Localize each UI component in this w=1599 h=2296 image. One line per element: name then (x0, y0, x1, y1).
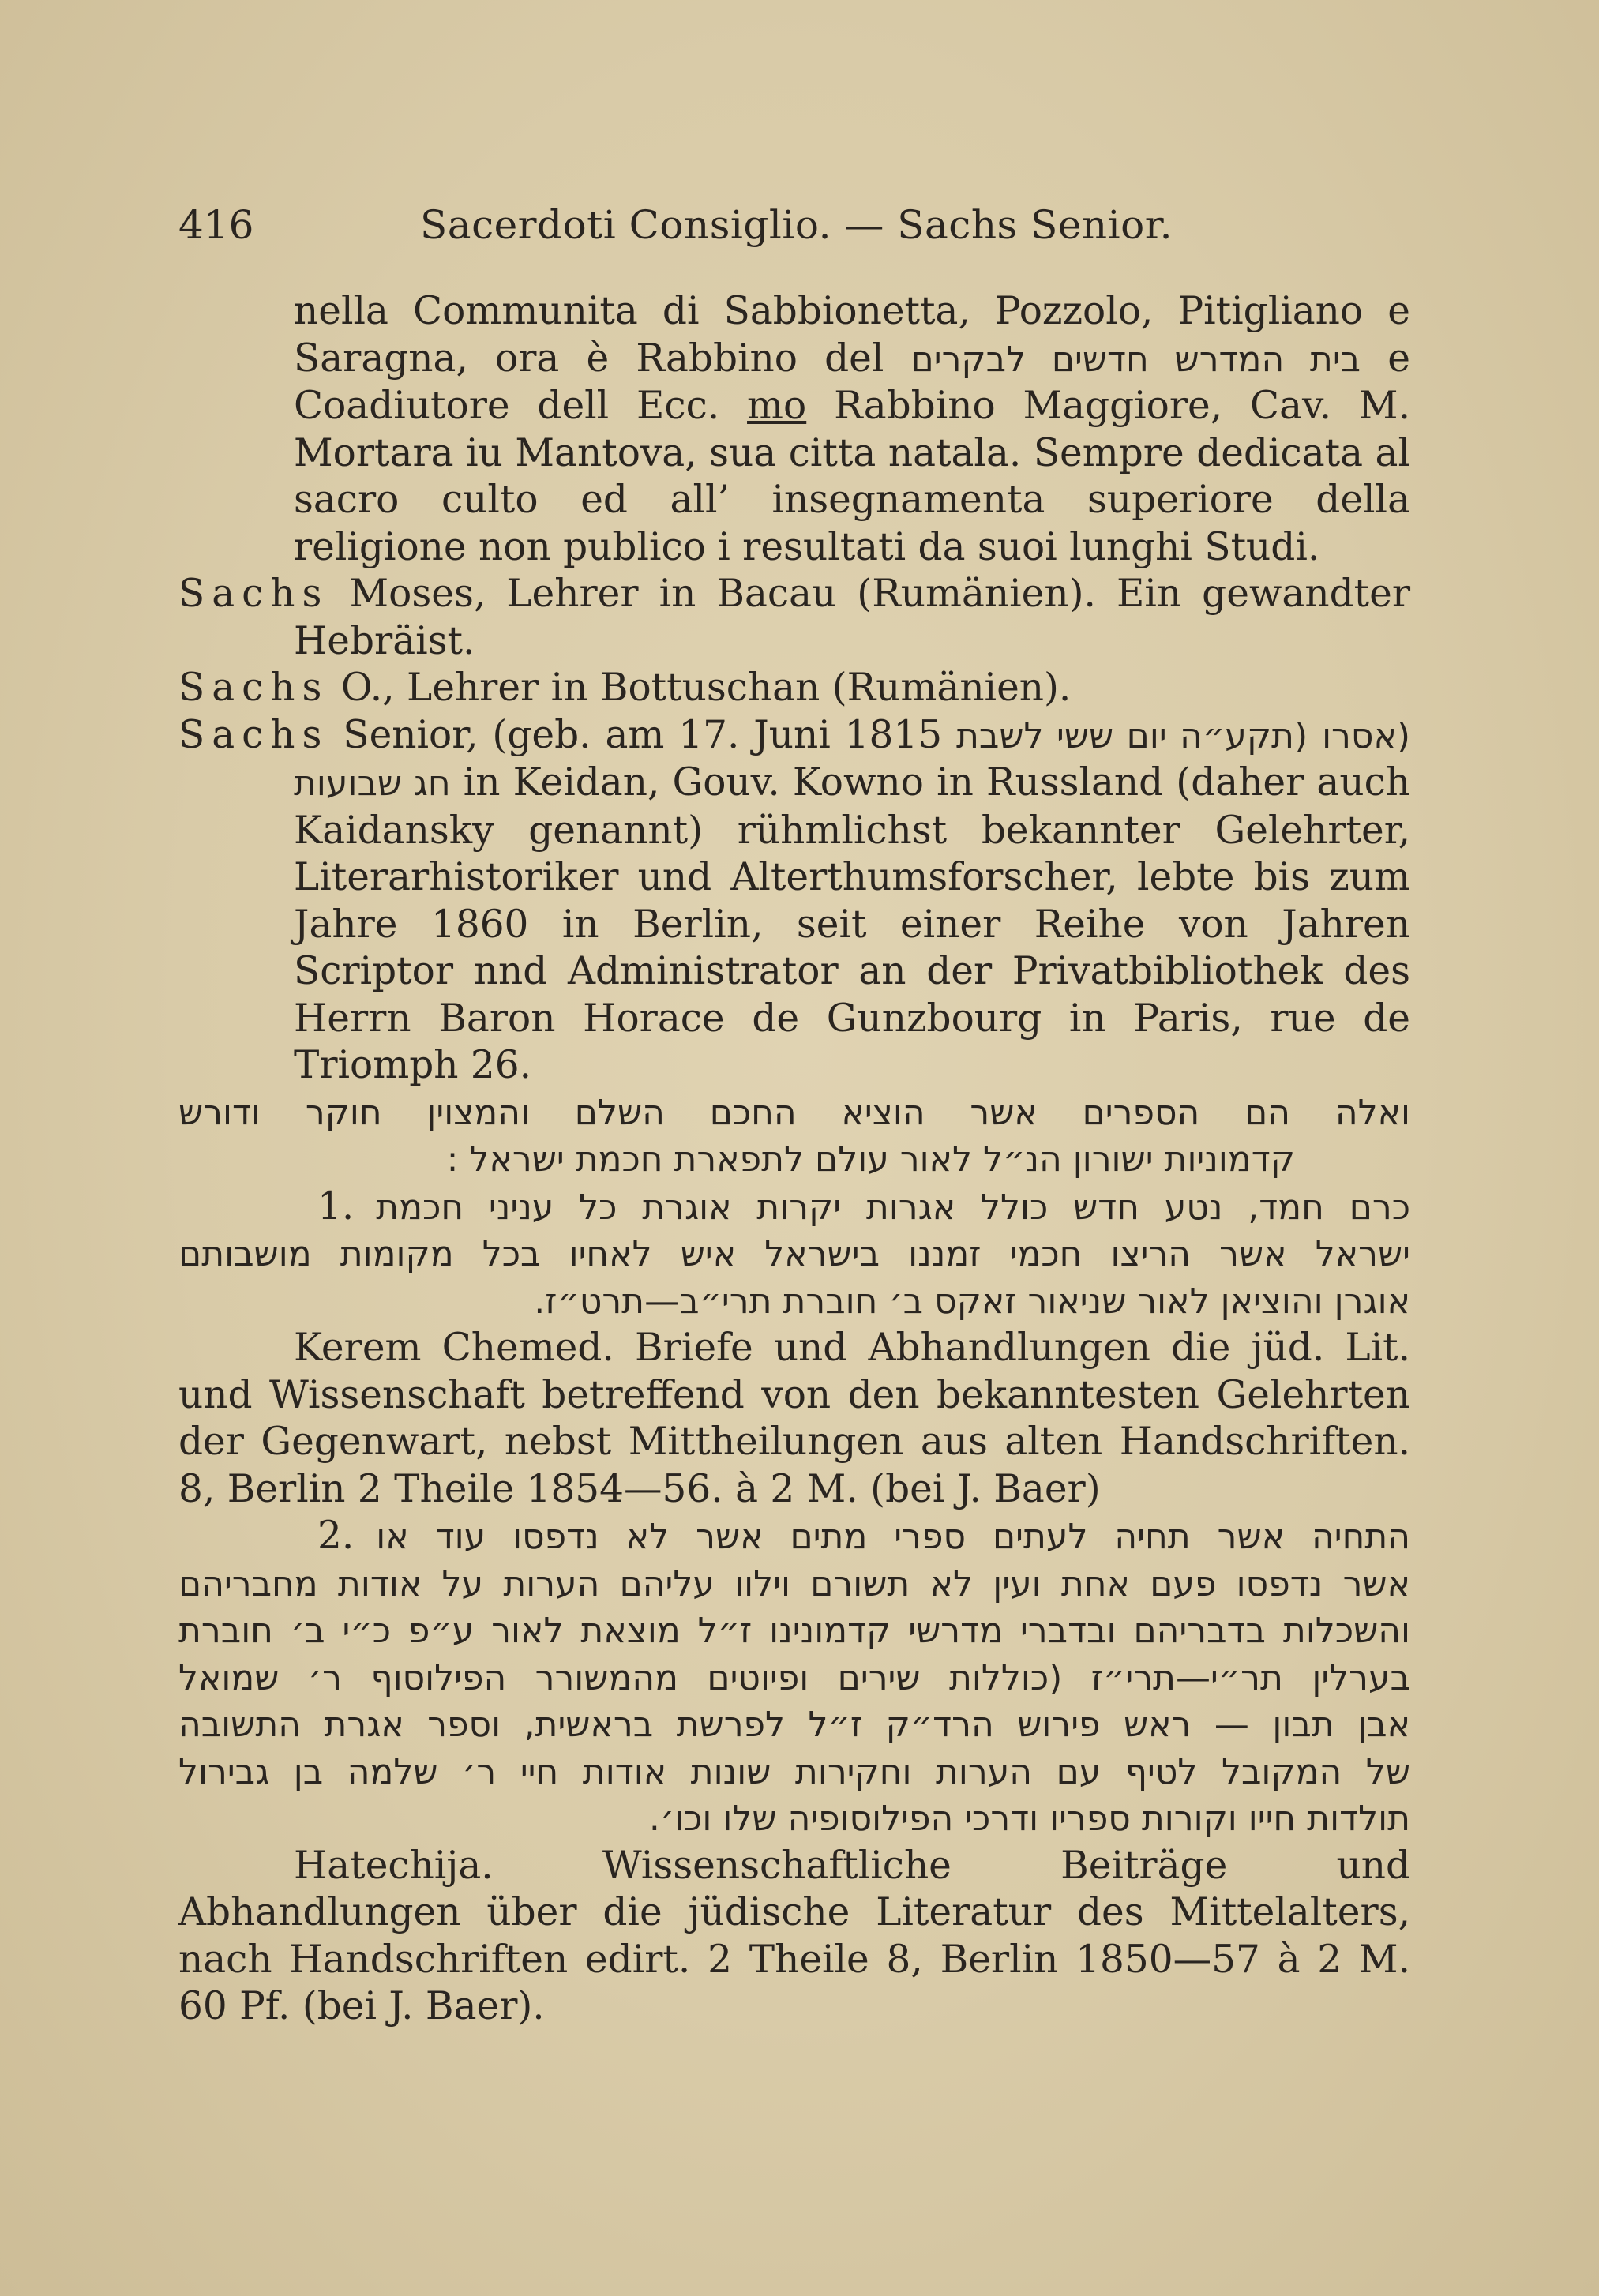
item-number: 1. (317, 1184, 355, 1229)
hebrew-line: כרם חמד, נטע חדש כולל אגרות יקרות אוגרת כל עניני חכמת (376, 1187, 1410, 1228)
hebrew-line: ישראל אשר הריצו חכמי זמננו בישראל איש לאחיו בכל מקומות מושבותם (178, 1234, 1410, 1274)
entry-sachs-moses (178, 571, 1410, 665)
sacerdoti-hebrew-name: בית המדרש חדשים לבקרים (910, 339, 1361, 380)
hebrew-line: תולדות חייו וקורות ספריו ודרכי הפילוסופיה שלו וכו׳. (648, 1799, 1410, 1839)
sacerdoti-abbreviation: mo (747, 384, 807, 428)
entry-text-1: Senior, (geb. am 17. Juni 1815 (343, 712, 943, 757)
page-number: 416 (178, 202, 254, 248)
entry-text: Moses, Lehrer in Bacau (Rumänien). Ein gewandter Hebräist. (294, 572, 1411, 663)
book-item-2-hebrew (178, 1513, 1410, 1843)
sacerdoti-text-3: Rabbino Maggiore, Cav. M. Mortara iu Mantova, sua citta natala. Sempre dedicata al sacro culto ed all’ insegnamenta superiore della religione non publico i resultati da suoi lunghi Studi. (294, 384, 1411, 569)
entry-sachs-senior (178, 712, 1410, 1090)
item-number: 2. (317, 1514, 355, 1558)
sacerdoti-text-1: nella Communita di Sabbionetta, Pozzolo, Pitigliano e Saragna, ora è Rabbino del (294, 289, 1410, 381)
sacerdoti-entry-continuation (178, 288, 1410, 571)
entry-name: Sachs (178, 666, 329, 710)
hebrew-line: ואלה הם הספרים אשר הוציא החכם השלם והמצוין חוקר ודורש (178, 1092, 1410, 1133)
hebrew-line: אבן תבון — ראש פירוש הרד״ק ז״ל לפרשת בראשית, וספר אגרת התשובה (178, 1705, 1410, 1745)
hebrew-line: אשר נדפסו פעם אחת ועין לא תשורם וילוו עליהם הערות על אודות מחבריהם (178, 1563, 1410, 1604)
hatechija-description: Hatechija. Wissenschaftliche Beiträge und Abhandlungen über die jüdische Literatur des Mittelalters, nach Handschriften edirt. 2 Theile 8, Berlin 1850—57 à 2 M. 60 Pf. (bei J. Baer). (178, 1843, 1410, 2028)
entry-name: Sachs (178, 712, 329, 757)
entry-text: O., Lehrer in Bottuschan (Rumänien). (340, 666, 1072, 710)
running-title: Sacerdoti Consiglio. — Sachs Senior. (420, 202, 1173, 248)
birth-date-hebrew: (תקע״ה יום ששי לשבת (956, 715, 1308, 756)
hebrew-line: של המקובל לטיף עם הערות וחקירות שונות אודות חיי ר׳ שלמה בן גבירול (178, 1751, 1410, 1792)
hebrew-line: התחיה אשר תחיה לעתים ספרי מתים אשר לא נדפסו עוד או (376, 1517, 1410, 1557)
entry-name: Sachs (178, 572, 329, 616)
hebrew-line: קדמוניות ישורון הנ״ל לאור עולם לתפארת חכמת ישראל : (446, 1139, 1295, 1180)
book-item-1-hebrew (178, 1184, 1410, 1326)
running-head (178, 197, 1410, 253)
hebrew-line: והשכלות בדבריהם ובדברי מדרשי קדמונינו ז״ל מוצאת לאור ע״פ כ״י ב׳ חוברת (178, 1611, 1410, 1651)
item-first-line (178, 1184, 1410, 1232)
hebrew-line: אוגרן והוציאן לאור שניאור זאקס ב׳ חוברת תרי״ב—תרט״ז. (534, 1281, 1410, 1322)
kerem-chemed-description: Kerem Chemed. Briefe und Abhandlungen die jüd. Lit. und Wissenschaft betreffend von den bekanntesten Gelehrten der Gegenwart, nebst Mittheilungen aus alten Handschriften. 8, Berlin 2 Theile 1854—56. à 2 M. (bei J. Baer) (178, 1326, 1410, 1511)
hebrew-intro (178, 1090, 1410, 1184)
entry-sachs-o (178, 665, 1410, 712)
sacerdoti-text-2: e Coadiutore dell Ecc. (294, 336, 1410, 428)
item-first-line (178, 1513, 1410, 1561)
hebrew-line: בערלין תר״י—תרי״ז (כוללות שירים ופיוטים מהמשורר הפילוסוף ר׳ שמואל (178, 1657, 1410, 1698)
entry-text-2: in Keidan, Gouv. Kowno in Russland (daher auch Kaidansky genannt) rühmlichst bekannter Gelehrter, Literarhistoriker und Alterthumsforscher, lebte bis zum Jahre 1860 in Berlin, seit einer Reihe von Jahren Scriptor nnd Administrator an der Privatbibliothek des Herrn Baron Horace de Gunzbourg in Paris, rue de Triomph 26. (294, 760, 1410, 1087)
page-body (178, 288, 1410, 2031)
holiday-hebrew: (אסרו חג שבועות (294, 715, 1411, 804)
